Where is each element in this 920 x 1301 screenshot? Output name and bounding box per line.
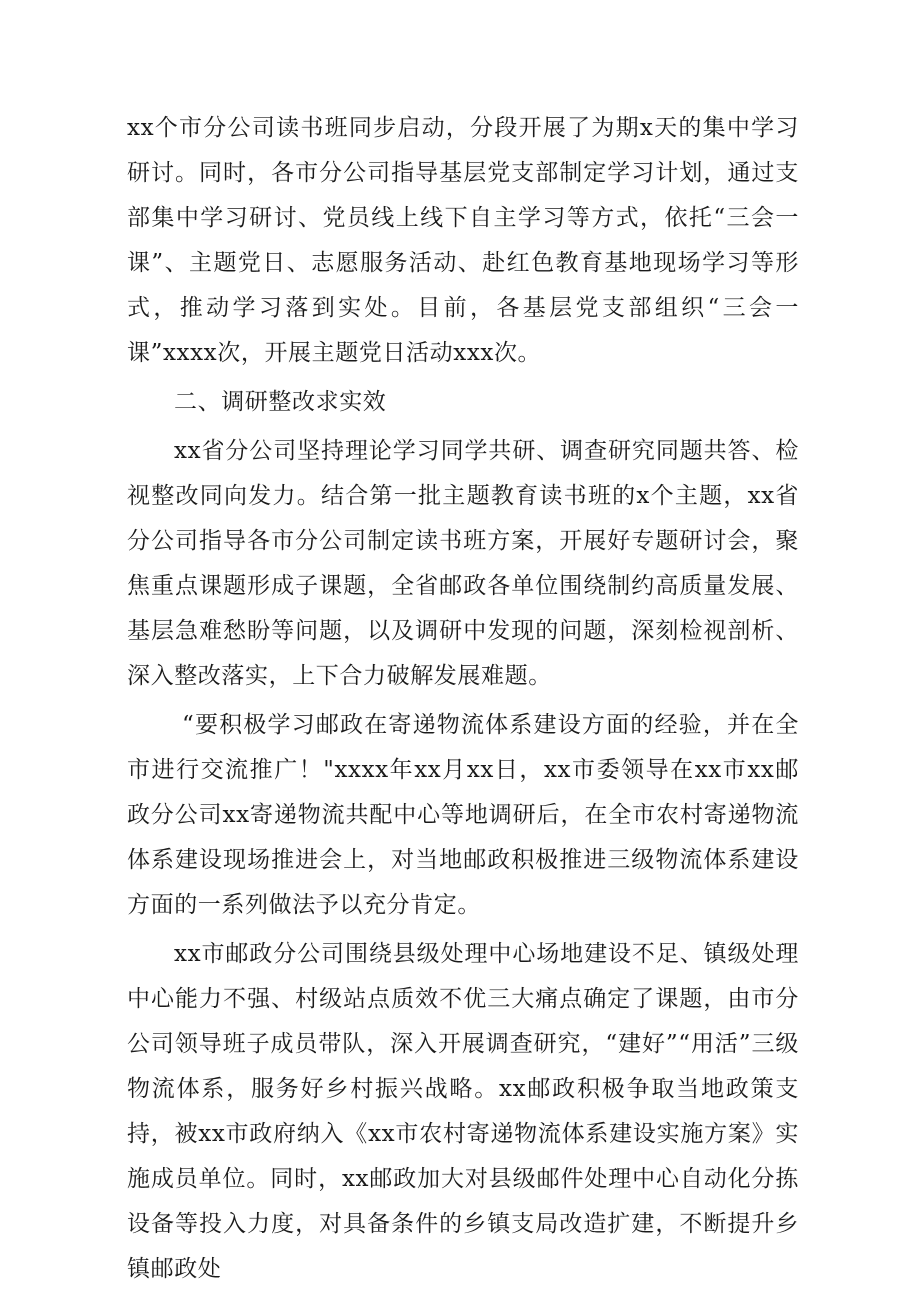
paragraph-study-class: xx个市分公司读书班同步启动，分段开展了为期x天的集中学习研讨。同时，各市分公司指导基层党支部制定学习计划，通过支部集中学习研讨、党员线上线下自主学习等方式，依托“三会一课”、主题党日、志愿服务活动、赴红色教育基地现场学习等形式，推动学习落到实处。目前，各基层党支部组织“三会一课”xxxx次，开展主题党日活动xxx次。 <box>127 115 799 366</box>
document-body <box>127 106 799 1296</box>
paragraph-logistics-system: xx市邮政分公司围绕县级处理中心场地建设不足、镇级处理中心能力不强、村级站点质效不优三大痛点确定了课题，由市分公司领导班子成员带队，深入开展调查研究，“建好”“用活”三级物流体系，服务好乡村振兴战略。xx邮政积极争取当地政策支持，被xx市政府纳入《xx市农村寄递物流体系建设实施方案》实施成员单位。同时，xx邮政加大对县级邮件处理中心自动化分拣设备等投入力度，对具备条件的乡镇支局改造扩建，不断提升乡镇邮政处 <box>127 941 799 1282</box>
section-heading: 二、调研整改求实效 <box>174 389 387 415</box>
paragraph-quote: “要积极学习邮政在寄递物流体系建设方面的经验，并在全市进行交流推广！"xxxx年xx月xx日，xx市委领导在xx市xx邮政分公司xx寄递物流共配中心等地调研后，在全市农村寄递物流体系建设现场推进会上，对当地邮政积极推进三级物流体系建设方面的一系列做法予以充分肯定。 <box>127 712 799 918</box>
paragraph-research-rectification: xx省分公司坚持理论学习同学共研、调查研究同题共答、检视整改同向发力。结合第一批主题教育读书班的x个主题，xx省分公司指导各市分公司制定读书班方案，开展好专题研讨会，聚焦重点课题形成子课题，全省邮政各单位围绕制约高质量发展、基层急难愁盼等问题，以及调研中发现的问题，深刻检视剖析、深入整改落实，上下合力破解发展难题。 <box>127 438 799 689</box>
